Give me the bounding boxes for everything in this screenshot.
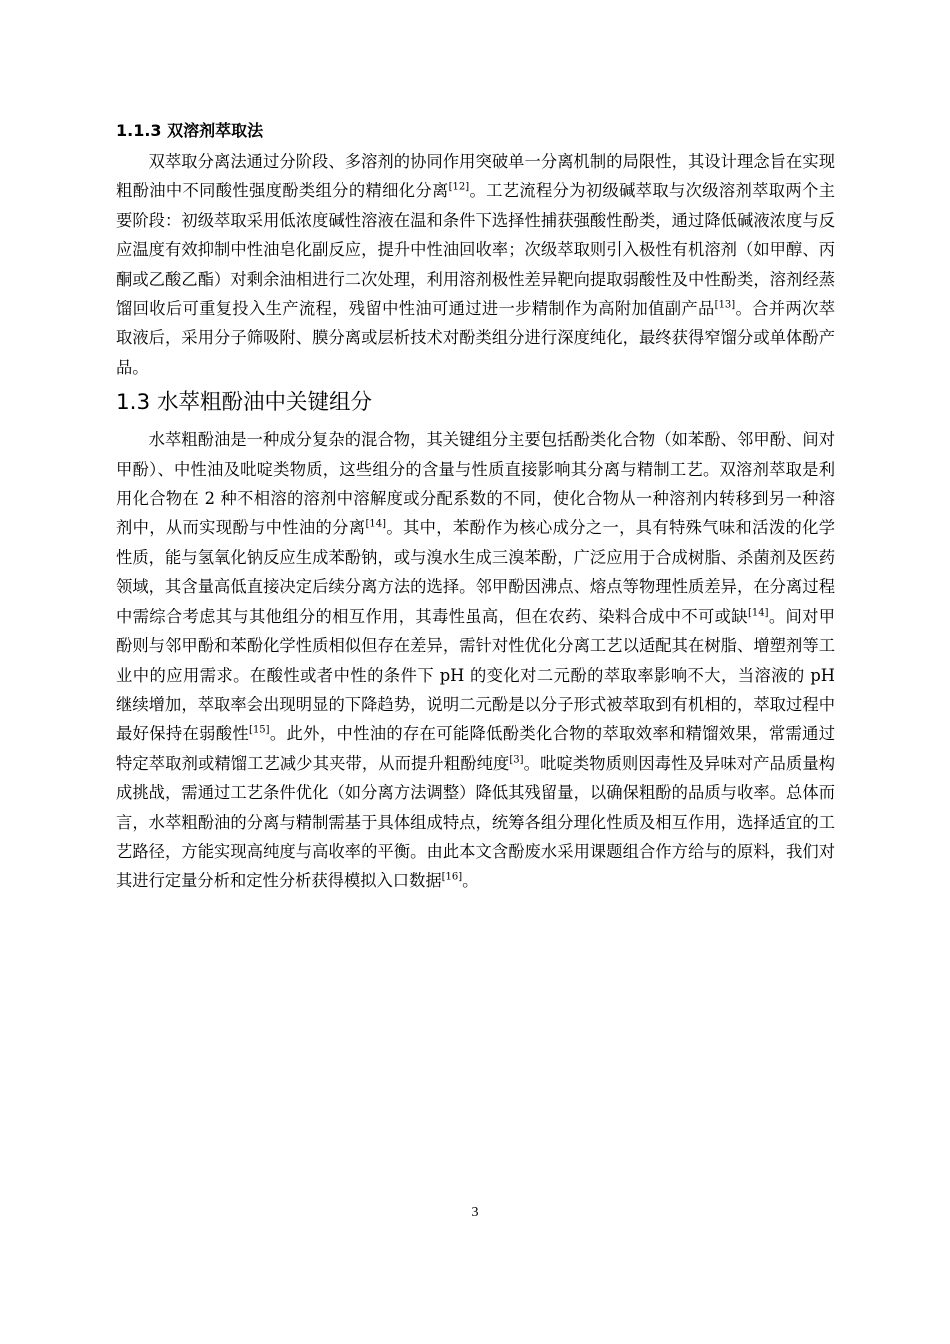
paragraph-text: 。合并两次萃取液后，采用分子筛吸附、膜分离或层析技术对酚类组分进行深度纯化，最终获得窄馏分或单体酚产品。: [116, 299, 835, 377]
paragraph-text: 。工艺流程分为初级碱萃取与次级溶剂萃取两个主要阶段：初级萃取采用低浓度碱性溶液在温和条件下选择性捕获强酸性酚类，通过降低碱液浓度与反应温度有效抑制中性油皂化副反应，提升中性油回收率；次级萃取则引入极性有机溶剂（如甲醇、丙酮或乙酸乙酯）对剩余油相进行二次处理，利用溶剂极性差异靶向提取弱酸性及中性酚类，溶剂经蒸馏回收后可重复投入生产流程，残留中性油可通过进一步精制作为高附加值副产品: [116, 181, 835, 319]
citation-ref: [16]: [441, 871, 463, 883]
paragraph-key-components: [116, 425, 835, 896]
section-heading-1-1-3: 1.1.3 双溶剂萃取法: [116, 121, 264, 140]
citation-ref: [14]: [747, 607, 769, 619]
section-heading-1-3: 1.3 水萃粗酚油中关键组分: [116, 390, 373, 416]
paragraph-text: 水萃粗酚油是一种成分复杂的混合物，其关键组分主要包括酚类化合物（如苯酚、邻甲酚、间对甲酚）、中性油及吡啶类物质，这些组分的含量与性质直接影响其分离与精制工艺。双溶剂萃取是利用化合物在 2 种不相溶的溶剂中溶解度或分配系数的不同，使化合物从一种溶剂内转移到另一种溶剂中，从而实现酚与中性油的分离: [116, 430, 835, 538]
paragraph-dual-solvent-extraction: [116, 147, 835, 382]
paragraph-text: 。此外，中性油的存在可能降低酚类化合物的萃取效率和精馏效果，常需通过特定萃取剂或精馏工艺减少其夹带，从而提升粗酚纯度: [116, 724, 835, 773]
paragraph-text: 。其中，苯酚作为核心成分之一，具有特殊气味和活泼的化学性质，能与氢氧化钠反应生成苯酚钠，或与溴水生成三溴苯酚，广泛应用于合成树脂、杀菌剂及医药领域，其含量高低直接决定后续分离方法的选择。邻甲酚因沸点、熔点等物理性质差异，在分离过程中需综合考虑其与其他组分的相互作用，其毒性虽高，但在农药、染料合成中不可或缺: [116, 518, 835, 626]
citation-ref: [3]: [509, 754, 524, 766]
paragraph-text: 。吡啶类物质则因毒性及异味对产品质量构成挑战，需通过工艺条件优化（如分离方法调整）降低其残留量，以确保粗酚的品质与收率。总体而言，水萃粗酚油的分离与精制需基于具体组成特点，统筹各组分理化性质及相互作用，选择适宜的工艺路径，方能实现高纯度与高收率的平衡。由此本文含酚废水采用课题组合作方给与的原料，我们对其进行定量分析和定性分析获得模拟入口数据: [116, 753, 835, 891]
citation-ref: [14]: [365, 519, 386, 531]
paragraph-text: 。: [462, 871, 479, 891]
paragraph-text: 双萃取分离法通过分阶段、多溶剂的协同作用突破单一分离机制的局限性，其设计理念旨在实现粗酚油中不同酸性强度酚类组分的精细化分离: [116, 152, 835, 201]
paragraph-text: 。间对甲酚则与邻甲酚和苯酚化学性质相似但存在差异，需针对性优化分离工艺以适配其在树脂、增塑剂等工业中的应用需求。在酸性或者中性的条件下 pH 的变化对二元酚的萃取率影响不大，当溶液的 pH 继续增加，萃取率会出现明显的下降趋势，说明二元酚是以分子形式被萃取到有机相的，萃取过程中最好保持在弱酸性: [116, 606, 835, 744]
citation-ref: [15]: [249, 724, 270, 736]
page-number: 3: [471, 1205, 479, 1220]
citation-ref: [13]: [714, 299, 736, 311]
page-body: [116, 118, 835, 896]
citation-ref: [12]: [448, 181, 470, 193]
